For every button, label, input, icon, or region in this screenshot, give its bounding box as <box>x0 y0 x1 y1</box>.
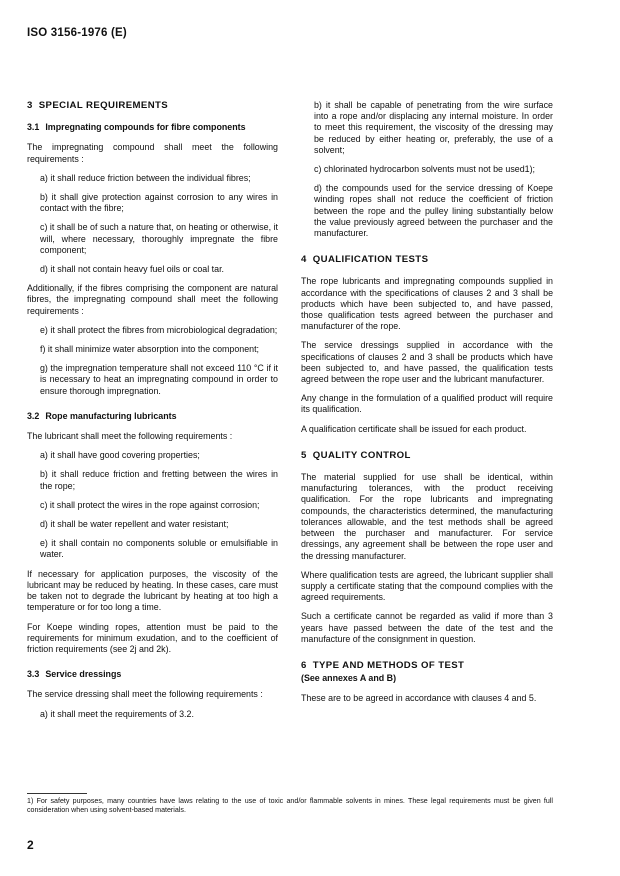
paragraph: If necessary for application purposes, the viscosity of the lubricant may be reduced by heating. In these cases, care must be taken not to degrade the lubricant by heating at too high a temperature or for too long a time. <box>27 568 278 613</box>
section-5-title: QUALITY CONTROL <box>312 449 411 461</box>
section-6-title: TYPE AND METHODS OF TEST <box>312 659 465 671</box>
list-item: b) it shall be capable of penetrating from the wire surface into a rope and/or displacing any internal moisture. In order to meet this requirement, the viscosity of the dressing may be reduced by either heating or, preferably, the use of a solvent; <box>314 100 553 155</box>
subsection-3-1-number: 3.1 <box>27 122 40 133</box>
paragraph: Such a certificate cannot be regarded as valid if more than 3 years have passed between the date of the test and the manufacture of the consignment in question. <box>301 611 553 644</box>
list-item: a) it shall have good covering properties; <box>40 450 200 461</box>
section-5-number: 5 <box>301 449 307 461</box>
paragraph: The rope lubricants and impregnating compounds supplied in accordance with the specifications of clauses 2 and 3 shall be products which have been subjected to, and have passed, those qualification tests agreed between the purchaser and manufacturer of the rope. <box>301 276 553 332</box>
list-item: d) it shall be water repellent and water resistant; <box>40 519 229 530</box>
section-6-number: 6 <box>301 659 307 671</box>
list-item: a) it shall meet the requirements of 3.2. <box>40 708 194 719</box>
paragraph: Additionally, if the fibres comprising the component are natural fibres, the impregnating compound shall meet the following requirements : <box>27 283 278 316</box>
section-6-subtitle: (See annexes A and B) <box>301 673 397 684</box>
subsection-3-2-number: 3.2 <box>27 410 40 421</box>
list-item: e) it shall contain no components soluble or emulsifiable in water. <box>40 538 278 560</box>
paragraph: Where qualification tests are agreed, the lubricant supplier shall supply a certificate stating that the compound complies with the agreed requirements. <box>301 569 553 603</box>
paragraph: The impregnating compound shall meet the following requirements : <box>27 142 278 164</box>
paragraph: Any change in the formulation of a qualified product will require its qualification. <box>301 393 553 415</box>
list-item: d) it shall not contain heavy fuel oils or coal tar. <box>40 264 225 275</box>
section-4-heading <box>301 254 553 265</box>
subsection-3-1-heading <box>27 122 278 133</box>
list-item: g) the impregnation temperature shall not exceed 110 °C if it is necessary to heat an impregnating compound in order to ensure thorough impregnation. <box>40 363 278 396</box>
section-3-title: SPECIAL REQUIREMENTS <box>38 100 169 111</box>
list-item: b) it shall reduce friction and fretting between the wires in the rope; <box>40 469 278 491</box>
paragraph: These are to be agreed in accordance with clauses 4 and 5. <box>301 693 537 704</box>
list-item: e) it shall protect the fibres from microbiological degradation; <box>40 324 278 335</box>
paragraph: The lubricant shall meet the following requirements : <box>27 431 233 442</box>
paragraph: The service dressing shall meet the following requirements : <box>27 689 263 700</box>
document-header: ISO 3156-1976 (E) <box>27 27 127 39</box>
list-item: c) it shall be of such a nature that, on heating or otherwise, it will, where necessary, thoroughly impregnate the fibre component; <box>40 222 278 255</box>
subsection-3-3-heading <box>27 669 278 680</box>
footnote: 1) For safety purposes, many countries have laws relating to the use of toxic and/or flammable solvents in mines. These legal requirements must be given full consideration when using solvent-based materials. <box>27 797 553 814</box>
section-6-heading <box>301 660 553 671</box>
left-column <box>27 100 278 728</box>
section-4-number: 4 <box>301 254 307 266</box>
page-number: 2 <box>27 838 34 852</box>
section-3-number: 3 <box>27 100 33 111</box>
paragraph: The service dressings supplied in accordance with the specifications of clauses 2 and 3 shall be products which have been subjected to, and have passed, the qualification tests agreed between the rope user and the lubricant manufacturer. <box>301 340 553 385</box>
subsection-3-2-title: Rope manufacturing lubricants <box>45 410 177 421</box>
subsection-3-2-heading <box>27 411 278 422</box>
footnote-divider <box>27 793 87 794</box>
section-5-heading <box>301 450 553 461</box>
section-3-heading <box>27 100 278 111</box>
list-item: c) it shall protect the wires in the rope against corrosion; <box>40 499 260 510</box>
subsection-3-1-title: Impregnating compounds for fibre components <box>45 122 246 133</box>
paragraph: A qualification certificate shall be issued for each product. <box>301 423 527 434</box>
right-column <box>301 100 553 713</box>
paragraph: For Koepe winding ropes, attention must be paid to the requirements for minimum exudation, and to the coefficient of friction requirements (see 2j and 2k). <box>27 621 278 654</box>
list-item: c) chlorinated hydrocarbon solvents must not be used1); <box>314 164 536 175</box>
list-item: a) it shall reduce friction between the individual fibres; <box>40 172 251 183</box>
list-item: b) it shall give protection against corrosion to any wires in contact with the fibre; <box>40 192 278 214</box>
subsection-3-3-number: 3.3 <box>27 669 40 680</box>
subsection-3-3-title: Service dressings <box>45 669 122 680</box>
section-4-title: QUALIFICATION TESTS <box>312 254 429 266</box>
list-item: d) the compounds used for the service dressing of Koepe winding ropes shall not reduce the coefficient of friction between the rope and the pulley lining substantially below the value previously agreed between the purchaser and the manufacturer. <box>314 183 553 239</box>
list-item: f) it shall minimize water absorption into the component; <box>40 344 260 355</box>
paragraph: The material supplied for use shall be identical, within manufacturing tolerances, with the product receiving qualification. For the rope lubricants and impregnating compounds, the characteristics determined, the manufacturing tolerances allowable, and the test methods shall be agreed between the purchaser and manufacturer. For service dressings, any agreement shall be between the rope user and the dressing manufacturer. <box>301 472 553 561</box>
